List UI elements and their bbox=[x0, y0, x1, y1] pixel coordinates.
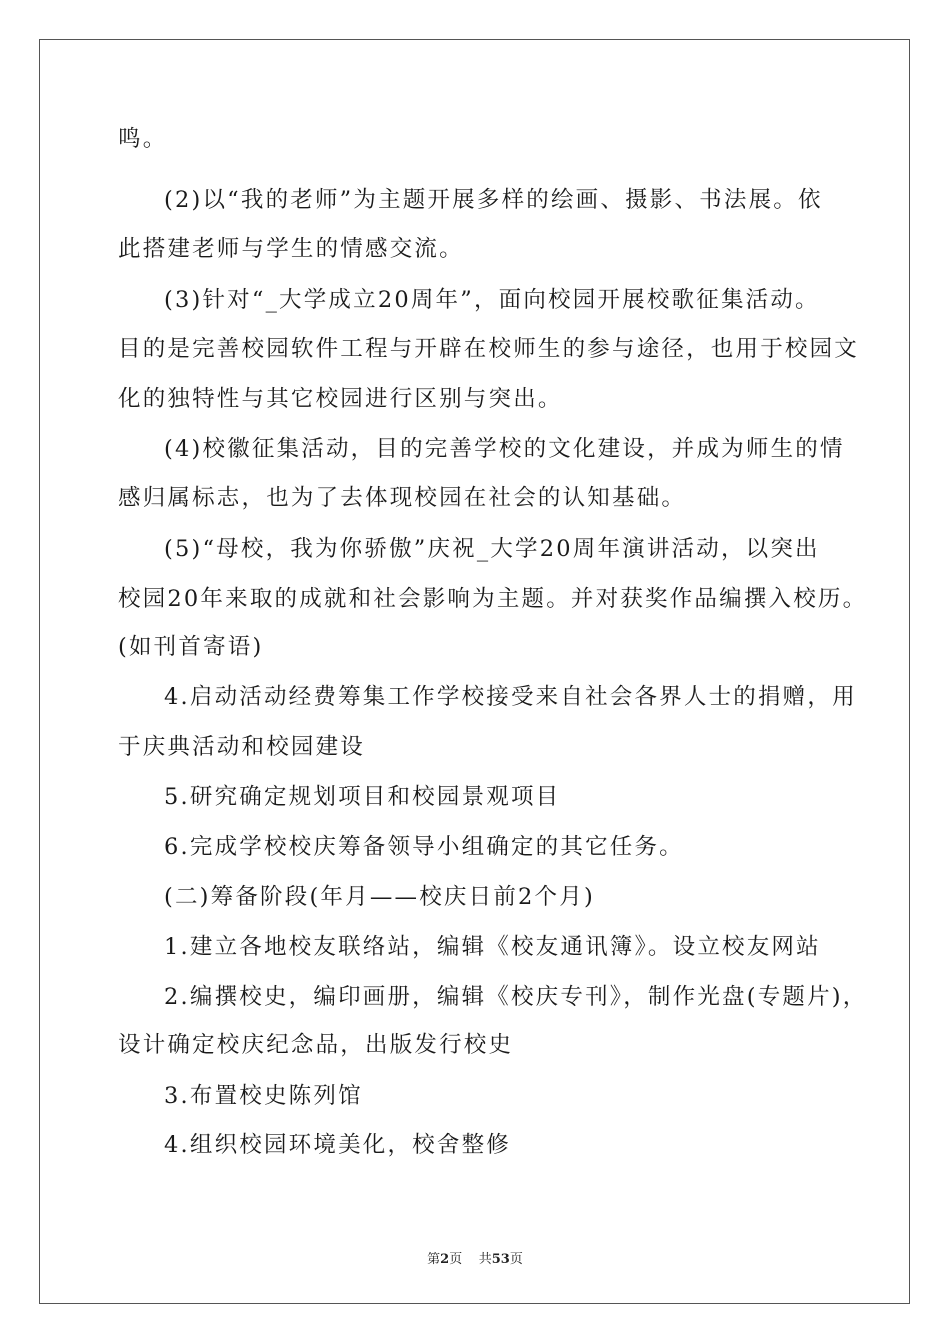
total-suffix: 页 bbox=[509, 1252, 523, 1267]
text-line: 化的独特性与其它校园进行区别与突出。 bbox=[118, 386, 563, 412]
text-line: 目的是完善校园软件工程与开辟在校师生的参与途径，也用于校园文 bbox=[118, 336, 860, 362]
text-line: (5)“母校，我为你骄傲”庆祝_大学20周年演讲活动，以突出 bbox=[164, 536, 820, 562]
page-footer bbox=[0, 1248, 950, 1267]
text-line: 于庆典活动和校园建设 bbox=[118, 734, 366, 760]
text-line: 3.布置校史陈列馆 bbox=[164, 1083, 363, 1109]
text-line: 6.完成学校校庆筹备领导小组确定的其它任务。 bbox=[164, 834, 684, 860]
total-prefix: 共 bbox=[478, 1252, 492, 1267]
text-line: (4)校徽征集活动，目的完善学校的文化建设，并成为师生的情 bbox=[164, 436, 845, 462]
page-border bbox=[39, 39, 910, 1304]
total-pages-number: 53 bbox=[491, 1252, 510, 1267]
text-line: 5.研究确定规划项目和校园景观项目 bbox=[164, 784, 561, 810]
text-line: 4.启动活动经费筹集工作学校接受来自社会各界人士的捐赠，用 bbox=[164, 684, 857, 710]
text-line: 感归属标志，也为了去体现校园在社会的认知基础。 bbox=[118, 485, 687, 511]
current-page-number: 2 bbox=[440, 1252, 450, 1267]
page-prefix: 第 bbox=[427, 1252, 441, 1267]
text-line: 2.编撰校史，编印画册，编辑《校庆专刊》，制作光盘(专题片)， bbox=[164, 984, 868, 1010]
text-line: 校园20年来取的成就和社会影响为主题。并对获奖作品编撰入校历。 bbox=[118, 586, 868, 612]
text-line: 4.组织校园环境美化，校舍整修 bbox=[164, 1132, 511, 1158]
text-line: 1.建立各地校友联络站，编辑《校友通讯簿》。设立校友网站 bbox=[164, 934, 821, 960]
text-line: 鸣。 bbox=[118, 126, 168, 152]
section-heading: (二)筹备阶段(年月——校庆日前2个月) bbox=[164, 884, 595, 910]
text-line: (3)针对“_大学成立20周年”，面向校园开展校歌征集活动。 bbox=[164, 287, 820, 313]
text-line: 设计确定校庆纪念品，出版发行校史 bbox=[118, 1032, 514, 1058]
page-suffix: 页 bbox=[449, 1252, 463, 1267]
text-line: (如刊首寄语) bbox=[118, 634, 264, 660]
text-line: 此搭建老师与学生的情感交流。 bbox=[118, 236, 464, 262]
text-line: (2)以“我的老师”为主题开展多样的绘画、摄影、书法展。依 bbox=[164, 187, 823, 213]
